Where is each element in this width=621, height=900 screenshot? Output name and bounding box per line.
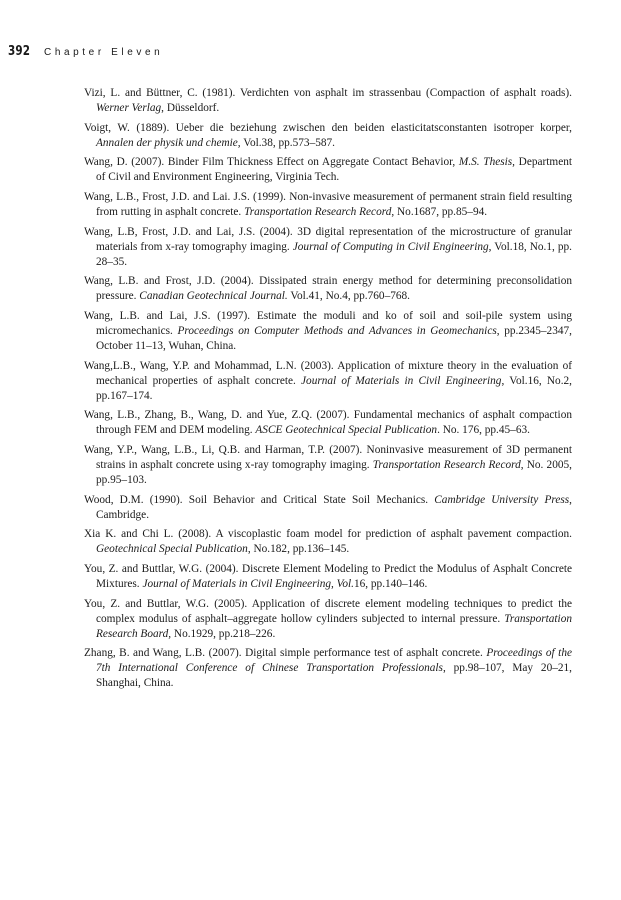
ref-source: M.S. Thesis, [458, 156, 516, 169]
ref-source: Canadian Geotechnical Journal. [139, 290, 288, 303]
chapter-title: Chapter Eleven [44, 47, 164, 58]
ref-details: Vol.41, No.4, pp.760–768. [287, 290, 410, 303]
ref-source: Proceedings of the 7th International Conference of Chinese Transportation Professionals [96, 647, 572, 675]
ref-text: You, Z. and Buttlar, W.G. (2004). Discrete Element Modeling to Predict the Modulus of Asphalt Concrete Mixtures. [84, 563, 572, 590]
ref-source: Werner Verlag [96, 101, 162, 114]
ref-text: Wang, Y.P., Wang, L.B., Li, Q.B. and Harman, T.P. (2007). Noninvasive measurement of 3D permanent strains in asphalt concrete using x-ray tomography imaging. [84, 444, 572, 471]
ref-text: Zhang, B. and Wang, L.B. (2007). Digital simple performance test of asphalt concrete. [84, 647, 487, 660]
ref-details: , pp.2345–2347, October 11–13, Wuhan, China. [96, 325, 572, 352]
reference-entry [84, 225, 572, 270]
reference-entry [84, 493, 572, 523]
page-number: 392 [8, 44, 31, 59]
reference-entry [84, 121, 572, 151]
reference-entry [84, 309, 572, 354]
ref-details: , Vol.16, No.2, pp.167–174. [96, 374, 573, 402]
ref-text: Wang, L.B, Frost, J.D. and Lai, J.S. (2004). 3D digital representation of the microstructure of granular materials from x-ray tomography imaging. [84, 225, 572, 253]
reference-entry [84, 190, 572, 220]
ref-text: Voigt, W. (1889). Ueber die beziehung zwischen den beiden elasticitatsconstanten isotroper korper, [84, 121, 572, 134]
ref-details: . No. 176, pp.45–63. [437, 424, 530, 437]
reference-entry [84, 408, 572, 438]
page-header [8, 44, 163, 64]
ref-text: Xia K. and Chi L. (2008). A viscoplastic foam model for prediction of asphalt pavement compaction. [84, 528, 572, 541]
ref-text: Wang, L.B. and Lai, J.S. (1997). Estimate the moduli and ko of soil and soil-pile system using micromechanics. [84, 310, 572, 338]
ref-text: Wood, D.M. (1990). Soil Behavior and Critical State Soil Mechanics. [84, 493, 435, 506]
reference-entry [84, 646, 572, 691]
ref-source: Journal of Computing in Civil Engineering [292, 240, 489, 253]
ref-text: Wang, L.B., Frost, J.D. and Lai. J.S. (1999). Non-invasive measurement of permanent strain field resulting from rutting in asphalt concrete. [84, 191, 572, 219]
ref-details: , Cambridge. [96, 493, 572, 521]
ref-details: No.1929, pp.218–226. [171, 627, 276, 640]
ref-source: Transportation Research Board, [96, 612, 572, 640]
ref-text: Vizi, L. and Büttner, C. (1981). Verdichten von asphalt im strassenbau (Compaction of asphalt roads). [84, 87, 572, 99]
reference-entry [84, 274, 572, 304]
ref-source: ASCE Geotechnical Special Publication [255, 424, 438, 437]
ref-details: , No.1687, pp.85–94. [391, 206, 488, 219]
reference-list [84, 86, 572, 696]
ref-source: Journal of Materials in Civil Engineering, Vol. [142, 577, 354, 590]
ref-source: Transportation Research Record [372, 458, 521, 471]
reference-entry [84, 597, 572, 642]
reference-entry [84, 86, 572, 116]
ref-text: Wang, D. (2007). Binder Film Thickness Effect on Aggregate Contact Behavior, [84, 156, 459, 169]
ref-details: Vol.38, pp.573–587. [240, 136, 335, 149]
ref-source: Transportation Research Record [244, 206, 392, 219]
ref-details: , No.182, pp.136–145. [247, 543, 350, 556]
ref-details: Department of Civil and Environment Engineering, Virginia Tech. [96, 156, 573, 184]
ref-source: Geotechnical Special Publication [96, 543, 248, 556]
reference-entry [84, 562, 572, 592]
ref-details: , pp.98–107, May 20–21, Shanghai, China. [96, 662, 572, 690]
ref-details: 16, pp.140–146. [353, 577, 428, 590]
ref-source: Journal of Materials in Civil Engineering [301, 374, 502, 387]
reference-entry [84, 155, 572, 185]
ref-details: , No. 2005, pp.95–103. [96, 458, 572, 486]
ref-source: Annalen der physik und chemie, [96, 136, 241, 149]
ref-source: Proceedings on Computer Methods and Advances in Geomechanics [177, 325, 497, 338]
ref-source: Cambridge University Press [434, 493, 570, 506]
reference-entry [84, 359, 572, 404]
ref-text: Wang, L.B. and Frost, J.D. (2004). Dissipated strain energy method for determining preconsolidation pressure. [84, 275, 572, 303]
ref-text: Wang, L.B., Zhang, B., Wang, D. and Yue, Z.Q. (2007). Fundamental mechanics of asphalt compaction through FEM and DEM modeling. [84, 409, 572, 437]
ref-details: , Düsseldorf. [161, 101, 220, 114]
ref-details: , Vol.18, No.1, pp. 28–35. [96, 240, 572, 268]
reference-entry [84, 527, 572, 557]
ref-text: Wang,L.B., Wang, Y.P. and Mohammad, L.N. (2003). Application of mixture theory in the evaluation of mechanical properties of asphalt concrete. [84, 359, 572, 387]
reference-entry [84, 443, 572, 488]
ref-text: You, Z. and Buttlar, W.G. (2005). Application of discrete element modeling techniques to predict the complex modulus of asphalt–aggregate hollow cylinders subjected to internal pressure. [84, 597, 572, 625]
